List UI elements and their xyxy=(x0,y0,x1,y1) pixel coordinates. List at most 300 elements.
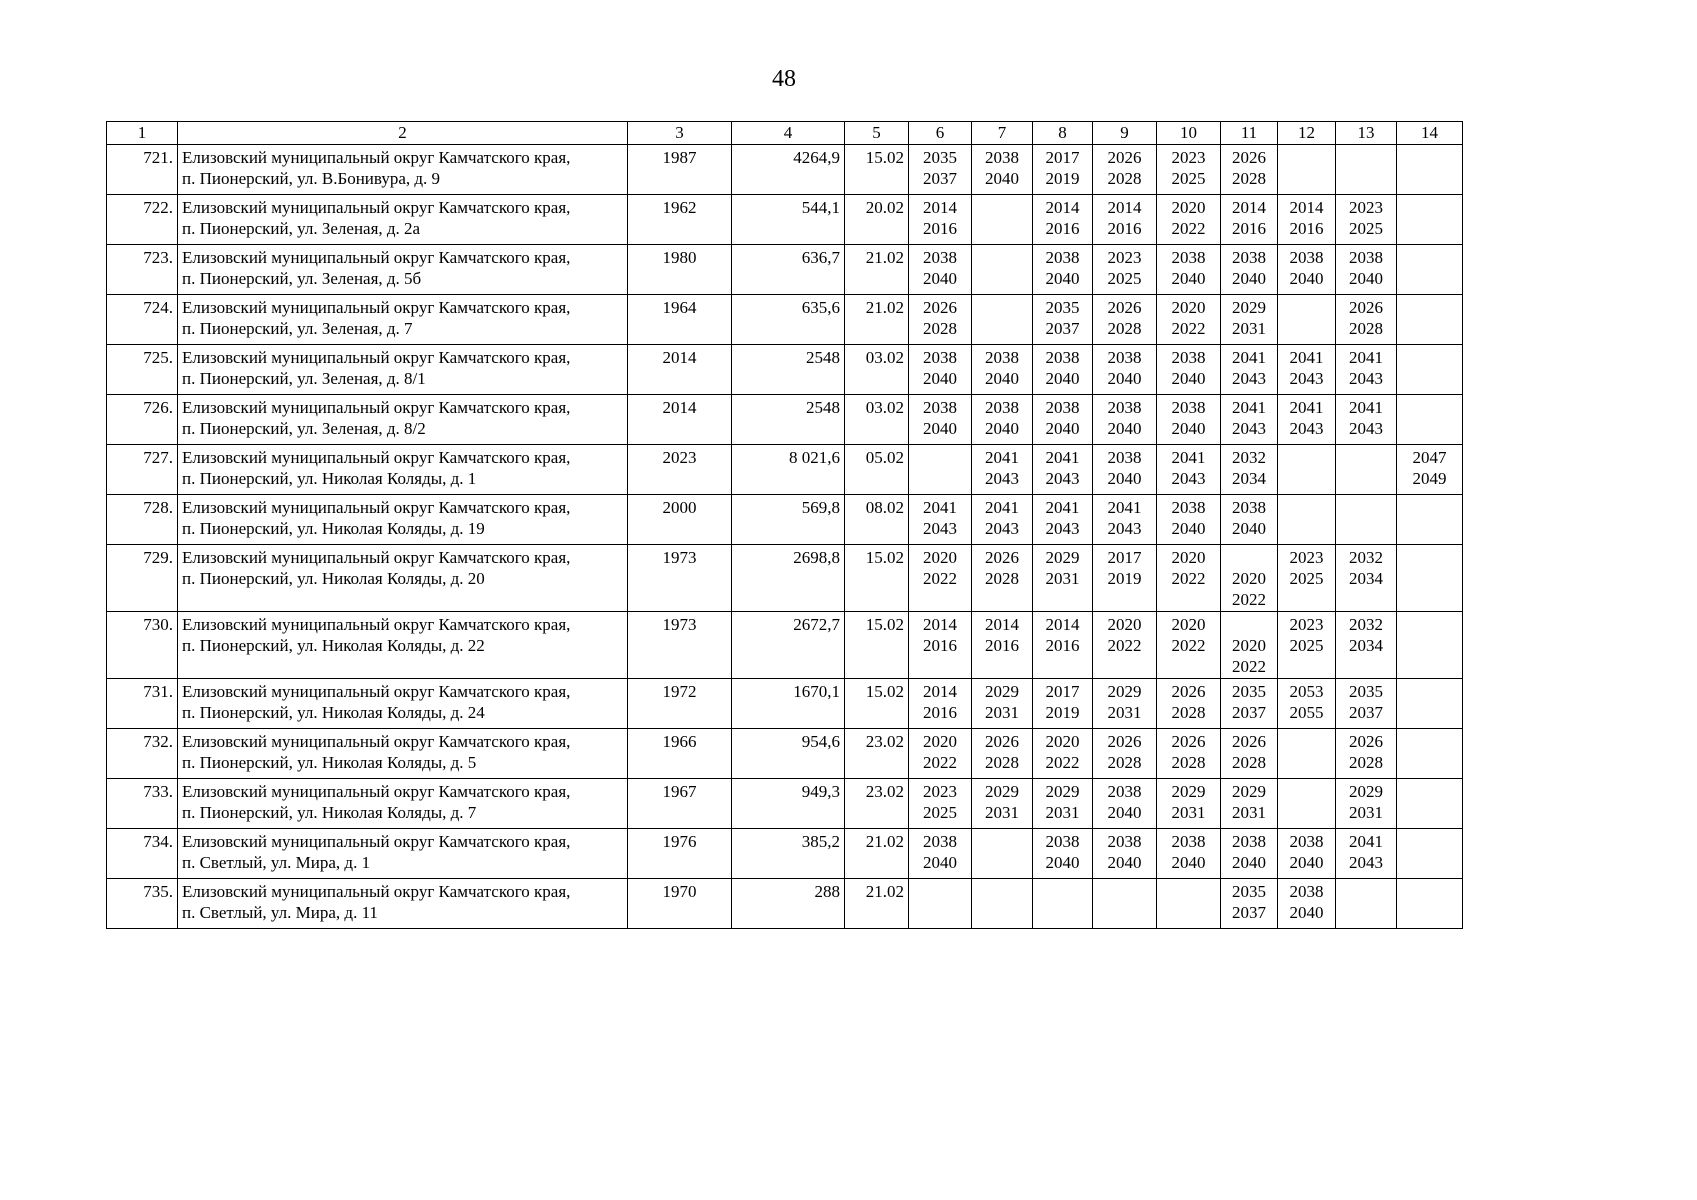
year-value: 2032 xyxy=(1349,548,1383,567)
year-value: 2040 xyxy=(923,369,957,388)
year-value: 2040 xyxy=(1289,269,1324,288)
year-range-cell-col-6 xyxy=(909,612,972,679)
address-line: п. Пионерский, ул. Николая Коляды, д. 24 xyxy=(182,703,485,722)
year-value: 2031 xyxy=(1349,803,1383,822)
address-line: п. Пионерский, ул. Николая Коляды, д. 7 xyxy=(182,803,477,822)
year-range-cell-col-8 xyxy=(1033,245,1093,295)
year-value: 2040 xyxy=(1107,369,1142,388)
year-range-cell-col-6 xyxy=(909,729,972,779)
year-range-cell-col-12 xyxy=(1278,729,1336,779)
year-value: 2026 xyxy=(1349,732,1383,751)
year-range-cell-col-9 xyxy=(1093,829,1157,879)
column-number-3: 3 xyxy=(628,122,732,145)
year-value: 2041 xyxy=(1045,498,1080,517)
year-range-cell-col-11 xyxy=(1221,245,1278,295)
year-value: 2034 xyxy=(1349,569,1383,588)
year-range-cell-col-10 xyxy=(1157,679,1221,729)
year-value: 2040 xyxy=(1232,519,1266,538)
year-value: 2040 xyxy=(985,369,1019,388)
year-range-cell-col-8 xyxy=(1033,145,1093,195)
year-value: 2040 xyxy=(985,419,1019,438)
year-value: 2022 xyxy=(923,753,957,772)
column-number-10: 10 xyxy=(1157,122,1221,145)
build-year-cell: 1973 xyxy=(628,612,732,679)
year-value: 2028 xyxy=(1349,753,1383,772)
year-value: 2016 xyxy=(1045,636,1080,655)
year-value: 2038 xyxy=(1171,398,1206,417)
year-range-cell-col-9 xyxy=(1093,195,1157,245)
year-range-cell-col-10 xyxy=(1157,445,1221,495)
year-value: 2020 xyxy=(1171,298,1206,317)
year-value: 2038 xyxy=(985,398,1019,417)
year-range-cell-col-7 xyxy=(972,779,1033,829)
year-value: 2041 xyxy=(1107,498,1142,517)
year-value: 2038 xyxy=(1107,832,1142,851)
year-range-cell-col-8 xyxy=(1033,779,1093,829)
year-value: 2040 xyxy=(1289,903,1324,922)
year-range-cell-col-12 xyxy=(1278,545,1336,612)
year-range-cell-col-6 xyxy=(909,779,972,829)
year-value: 2043 xyxy=(1289,369,1324,388)
year-range-cell-col-14 xyxy=(1397,879,1463,929)
year-value: 2031 xyxy=(1107,703,1142,722)
table-row xyxy=(107,395,1463,445)
year-value: 2016 xyxy=(1289,219,1324,238)
year-range-cell-col-6 xyxy=(909,829,972,879)
year-value: 2040 xyxy=(1171,853,1206,872)
year-range-cell-col-13 xyxy=(1336,145,1397,195)
year-range-cell-col-12 xyxy=(1278,345,1336,395)
year-range-cell-col-10 xyxy=(1157,345,1221,395)
year-value: 2019 xyxy=(1045,703,1080,722)
year-range-cell-col-13 xyxy=(1336,245,1397,295)
year-value: 2055 xyxy=(1289,703,1324,722)
year-range-cell-col-14 xyxy=(1397,245,1463,295)
year-value: 2032 xyxy=(1349,615,1383,634)
row-number: 724. xyxy=(107,295,178,345)
build-year-cell: 2014 xyxy=(628,345,732,395)
year-value: 2025 xyxy=(1107,269,1142,288)
year-range-cell-col-10 xyxy=(1157,395,1221,445)
year-value: 2025 xyxy=(1289,569,1324,588)
year-value: 2023 xyxy=(1349,198,1383,217)
year-value: 2037 xyxy=(1232,703,1266,722)
year-range-cell-col-10 xyxy=(1157,829,1221,879)
column-number-7: 7 xyxy=(972,122,1033,145)
year-range-cell-col-13 xyxy=(1336,495,1397,545)
row-number: 727. xyxy=(107,445,178,495)
year-range-cell-col-9 xyxy=(1093,395,1157,445)
year-value: 2038 xyxy=(1232,248,1266,267)
year-range-cell-col-7 xyxy=(972,195,1033,245)
year-range-cell-col-14 xyxy=(1397,495,1463,545)
year-range-cell-col-14 xyxy=(1397,729,1463,779)
year-value: 2016 xyxy=(1232,219,1266,238)
year-value: 2029 xyxy=(985,682,1019,701)
table-row xyxy=(107,345,1463,395)
address-line: п. Пионерский, ул. Николая Коляды, д. 22 xyxy=(182,636,485,655)
year-range-cell-col-12 xyxy=(1278,295,1336,345)
area-cell: 2672,7 xyxy=(732,612,845,679)
year-range-cell-col-13 xyxy=(1336,879,1397,929)
year-range-cell-col-6 xyxy=(909,345,972,395)
address-cell xyxy=(178,679,628,729)
address-cell xyxy=(178,612,628,679)
year-value: 2040 xyxy=(1045,269,1080,288)
year-value: 2016 xyxy=(923,219,957,238)
year-value: 2026 xyxy=(1107,298,1142,317)
year-range-cell-col-7 xyxy=(972,679,1033,729)
address-cell xyxy=(178,395,628,445)
year-range-cell-col-11 xyxy=(1221,612,1278,679)
year-range-cell-col-12 xyxy=(1278,612,1336,679)
year-value: 2023 xyxy=(1289,548,1324,567)
table-row xyxy=(107,445,1463,495)
year-value: 2020 xyxy=(1045,732,1080,751)
year-value: 2029 xyxy=(1045,548,1080,567)
address-line: п. Светлый, ул. Мира, д. 11 xyxy=(182,903,378,922)
year-range-cell-col-11 xyxy=(1221,829,1278,879)
year-value: 2047 xyxy=(1412,448,1447,467)
year-value: 2032 xyxy=(1232,448,1266,467)
row-number: 733. xyxy=(107,779,178,829)
year-value: 2023 xyxy=(1289,615,1324,634)
year-value: 2043 xyxy=(1107,519,1142,538)
year-value: 2016 xyxy=(1107,219,1142,238)
year-value: 2026 xyxy=(1232,148,1266,167)
row-number: 730. xyxy=(107,612,178,679)
year-value: 2041 xyxy=(1232,398,1266,417)
year-value: 2040 xyxy=(923,419,957,438)
year-value: 2031 xyxy=(1232,319,1266,338)
year-value: 2022 xyxy=(1232,657,1266,676)
year-range-cell-col-11 xyxy=(1221,345,1278,395)
address-cell xyxy=(178,245,628,295)
year-value: 2038 xyxy=(1045,832,1080,851)
address-line: п. Пионерский, ул. Зеленая, д. 8/1 xyxy=(182,369,426,388)
address-cell xyxy=(178,145,628,195)
build-year-cell: 1973 xyxy=(628,545,732,612)
year-value: 2028 xyxy=(1232,169,1266,188)
year-range-cell-col-12 xyxy=(1278,829,1336,879)
year-value: 2041 xyxy=(985,448,1019,467)
year-range-cell-col-7 xyxy=(972,729,1033,779)
year-value: 2014 xyxy=(1289,198,1324,217)
year-value: 2031 xyxy=(1045,569,1080,588)
year-value: 2016 xyxy=(985,636,1019,655)
address-line: Елизовский муниципальный округ Камчатского края, xyxy=(182,198,571,217)
column-number-6: 6 xyxy=(909,122,972,145)
code-cell: 23.02 xyxy=(845,779,909,829)
year-range-cell-col-10 xyxy=(1157,545,1221,612)
year-value: 2020 xyxy=(1171,548,1206,567)
year-range-cell-col-10 xyxy=(1157,729,1221,779)
year-range-cell-col-11 xyxy=(1221,195,1278,245)
year-value: 2038 xyxy=(1289,832,1324,851)
year-range-cell-col-11 xyxy=(1221,395,1278,445)
year-value: 2038 xyxy=(1289,248,1324,267)
year-value: 2038 xyxy=(1107,782,1142,801)
year-value: 2041 xyxy=(1289,398,1324,417)
year-range-cell-col-8 xyxy=(1033,729,1093,779)
year-range-cell-col-6 xyxy=(909,445,972,495)
year-range-cell-col-14 xyxy=(1397,545,1463,612)
address-line: Елизовский муниципальный округ Камчатского края, xyxy=(182,782,571,801)
year-value xyxy=(1225,547,1273,568)
build-year-cell: 2014 xyxy=(628,395,732,445)
area-cell: 949,3 xyxy=(732,779,845,829)
year-range-cell-col-9 xyxy=(1093,295,1157,345)
year-value: 2022 xyxy=(1171,636,1206,655)
row-number: 728. xyxy=(107,495,178,545)
code-cell: 21.02 xyxy=(845,879,909,929)
build-year-cell: 1987 xyxy=(628,145,732,195)
code-cell: 05.02 xyxy=(845,445,909,495)
address-line: Елизовский муниципальный округ Камчатского края, xyxy=(182,498,571,517)
column-number-4: 4 xyxy=(732,122,845,145)
year-value: 2043 xyxy=(985,519,1019,538)
column-number-9: 9 xyxy=(1093,122,1157,145)
year-range-cell-col-6 xyxy=(909,245,972,295)
address-line: п. Пионерский, ул. Зеленая, д. 2а xyxy=(182,219,421,238)
build-year-cell: 1972 xyxy=(628,679,732,729)
build-year-cell: 2023 xyxy=(628,445,732,495)
year-range-cell-col-12 xyxy=(1278,245,1336,295)
year-range-cell-col-9 xyxy=(1093,245,1157,295)
address-line: Елизовский муниципальный округ Камчатского края, xyxy=(182,298,571,317)
year-range-cell-col-13 xyxy=(1336,445,1397,495)
year-value: 2035 xyxy=(1045,298,1080,317)
year-range-cell-col-11 xyxy=(1221,445,1278,495)
year-value: 2038 xyxy=(1171,348,1206,367)
year-value: 2038 xyxy=(1171,832,1206,851)
year-value: 2020 xyxy=(923,732,957,751)
year-value: 2025 xyxy=(1349,219,1383,238)
year-value: 2028 xyxy=(985,569,1019,588)
year-range-cell-col-9 xyxy=(1093,495,1157,545)
row-number: 723. xyxy=(107,245,178,295)
code-cell: 21.02 xyxy=(845,829,909,879)
area-cell: 2548 xyxy=(732,395,845,445)
year-range-cell-col-14 xyxy=(1397,195,1463,245)
year-value: 2041 xyxy=(1171,448,1206,467)
year-range-cell-col-13 xyxy=(1336,295,1397,345)
table-row xyxy=(107,679,1463,729)
year-value: 2022 xyxy=(1171,569,1206,588)
year-value: 2025 xyxy=(1171,169,1206,188)
year-value: 2040 xyxy=(1107,803,1142,822)
year-value: 2040 xyxy=(1171,419,1206,438)
address-line: п. Пионерский, ул. Николая Коляды, д. 20 xyxy=(182,569,485,588)
year-value: 2026 xyxy=(985,548,1019,567)
column-number-8: 8 xyxy=(1033,122,1093,145)
address-line: п. Пионерский, ул. Николая Коляды, д. 5 xyxy=(182,753,477,772)
year-range-cell-col-10 xyxy=(1157,779,1221,829)
address-cell xyxy=(178,879,628,929)
year-range-cell-col-11 xyxy=(1221,295,1278,345)
area-cell: 2548 xyxy=(732,345,845,395)
year-value: 2038 xyxy=(1232,498,1266,517)
column-number-2: 2 xyxy=(178,122,628,145)
year-value: 2038 xyxy=(1107,348,1142,367)
year-value: 2028 xyxy=(1349,319,1383,338)
row-number: 725. xyxy=(107,345,178,395)
year-value: 2040 xyxy=(1349,269,1383,288)
row-number: 721. xyxy=(107,145,178,195)
year-range-cell-col-8 xyxy=(1033,879,1093,929)
year-range-cell-col-6 xyxy=(909,679,972,729)
year-value: 2029 xyxy=(1171,782,1206,801)
year-range-cell-col-7 xyxy=(972,395,1033,445)
column-number-1: 1 xyxy=(107,122,178,145)
year-value: 2031 xyxy=(1171,803,1206,822)
year-value: 2026 xyxy=(1232,732,1266,751)
address-cell xyxy=(178,495,628,545)
address-line: Елизовский муниципальный округ Камчатского края, xyxy=(182,148,571,167)
table-row xyxy=(107,145,1463,195)
address-line: п. Пионерский, ул. Зеленая, д. 7 xyxy=(182,319,413,338)
year-range-cell-col-14 xyxy=(1397,145,1463,195)
year-range-cell-col-7 xyxy=(972,879,1033,929)
build-year-cell: 1967 xyxy=(628,779,732,829)
year-range-cell-col-6 xyxy=(909,495,972,545)
year-range-cell-col-11 xyxy=(1221,545,1278,612)
year-value: 2026 xyxy=(1107,148,1142,167)
year-range-cell-col-12 xyxy=(1278,445,1336,495)
row-number: 735. xyxy=(107,879,178,929)
year-value: 2041 xyxy=(985,498,1019,517)
year-value: 2041 xyxy=(1289,348,1324,367)
table-row xyxy=(107,495,1463,545)
year-value: 2040 xyxy=(1171,369,1206,388)
year-range-cell-col-13 xyxy=(1336,779,1397,829)
year-value: 2016 xyxy=(923,703,957,722)
year-value: 2022 xyxy=(1232,590,1266,609)
year-value: 2038 xyxy=(923,248,957,267)
column-number-row xyxy=(107,122,1463,145)
address-cell xyxy=(178,829,628,879)
year-value: 2029 xyxy=(1349,782,1383,801)
area-cell: 954,6 xyxy=(732,729,845,779)
year-range-cell-col-8 xyxy=(1033,612,1093,679)
year-value: 2049 xyxy=(1412,469,1447,488)
address-cell xyxy=(178,295,628,345)
year-range-cell-col-11 xyxy=(1221,729,1278,779)
address-line: п. Пионерский, ул. Николая Коляды, д. 1 xyxy=(182,469,477,488)
year-range-cell-col-8 xyxy=(1033,345,1093,395)
year-range-cell-col-12 xyxy=(1278,679,1336,729)
year-value: 2020 xyxy=(1171,198,1206,217)
address-line: Елизовский муниципальный округ Камчатского края, xyxy=(182,682,571,701)
table-row xyxy=(107,879,1463,929)
year-value: 2040 xyxy=(923,269,957,288)
year-range-cell-col-10 xyxy=(1157,195,1221,245)
address-line: Елизовский муниципальный округ Камчатского края, xyxy=(182,615,571,634)
year-range-cell-col-6 xyxy=(909,395,972,445)
year-range-cell-col-8 xyxy=(1033,445,1093,495)
year-range-cell-col-7 xyxy=(972,829,1033,879)
year-range-cell-col-8 xyxy=(1033,495,1093,545)
year-value: 2031 xyxy=(1045,803,1080,822)
year-range-cell-col-14 xyxy=(1397,679,1463,729)
year-value: 2014 xyxy=(1232,198,1266,217)
build-year-cell: 2000 xyxy=(628,495,732,545)
address-line: Елизовский муниципальный округ Камчатского края, xyxy=(182,832,571,851)
address-line: Елизовский муниципальный округ Камчатского края, xyxy=(182,548,571,567)
address-line: Елизовский муниципальный округ Камчатского края, xyxy=(182,398,571,417)
year-value: 2035 xyxy=(1232,882,1266,901)
year-value: 2014 xyxy=(923,198,957,217)
year-value: 2019 xyxy=(1045,169,1080,188)
build-year-cell: 1970 xyxy=(628,879,732,929)
year-value: 2026 xyxy=(1107,732,1142,751)
address-line: Елизовский муниципальный округ Камчатского края, xyxy=(182,348,571,367)
year-value: 2040 xyxy=(1045,369,1080,388)
year-value: 2038 xyxy=(923,398,957,417)
year-value: 2028 xyxy=(1107,753,1142,772)
table-row xyxy=(107,245,1463,295)
year-value: 2031 xyxy=(1232,803,1266,822)
row-number: 729. xyxy=(107,545,178,612)
year-value: 2038 xyxy=(923,832,957,851)
year-range-cell-col-7 xyxy=(972,495,1033,545)
year-value: 2043 xyxy=(1232,419,1266,438)
year-range-cell-col-13 xyxy=(1336,345,1397,395)
table-row xyxy=(107,295,1463,345)
year-range-cell-col-14 xyxy=(1397,345,1463,395)
year-range-cell-col-6 xyxy=(909,545,972,612)
year-range-cell-col-11 xyxy=(1221,679,1278,729)
year-range-cell-col-10 xyxy=(1157,495,1221,545)
year-value: 2038 xyxy=(985,348,1019,367)
table-row xyxy=(107,779,1463,829)
year-value: 2040 xyxy=(1289,853,1324,872)
year-value: 2043 xyxy=(1232,369,1266,388)
year-value: 2028 xyxy=(1107,169,1142,188)
year-value: 2026 xyxy=(1171,732,1206,751)
address-line: п. Светлый, ул. Мира, д. 1 xyxy=(182,853,371,872)
table-row xyxy=(107,612,1463,679)
area-cell: 544,1 xyxy=(732,195,845,245)
year-range-cell-col-12 xyxy=(1278,195,1336,245)
year-range-cell-col-8 xyxy=(1033,395,1093,445)
year-value: 2014 xyxy=(923,682,957,701)
year-value: 2043 xyxy=(923,519,957,538)
address-cell xyxy=(178,345,628,395)
year-value: 2034 xyxy=(1349,636,1383,655)
year-value: 2038 xyxy=(1107,448,1142,467)
year-range-cell-col-13 xyxy=(1336,545,1397,612)
housing-registry-table xyxy=(106,121,1463,929)
year-range-cell-col-8 xyxy=(1033,545,1093,612)
year-range-cell-col-7 xyxy=(972,445,1033,495)
year-value: 2038 xyxy=(1289,882,1324,901)
year-value: 2040 xyxy=(1232,853,1266,872)
column-number-11: 11 xyxy=(1221,122,1278,145)
year-range-cell-col-7 xyxy=(972,612,1033,679)
year-value: 2014 xyxy=(1107,198,1142,217)
address-line: п. Пионерский, ул. В.Бонивура, д. 9 xyxy=(182,169,441,188)
year-value: 2053 xyxy=(1289,682,1324,701)
year-value: 2035 xyxy=(923,148,957,167)
year-range-cell-col-10 xyxy=(1157,145,1221,195)
year-range-cell-col-7 xyxy=(972,295,1033,345)
year-value: 2038 xyxy=(985,148,1019,167)
column-number-14: 14 xyxy=(1397,122,1463,145)
address-cell xyxy=(178,545,628,612)
year-range-cell-col-6 xyxy=(909,295,972,345)
year-value: 2040 xyxy=(1107,853,1142,872)
